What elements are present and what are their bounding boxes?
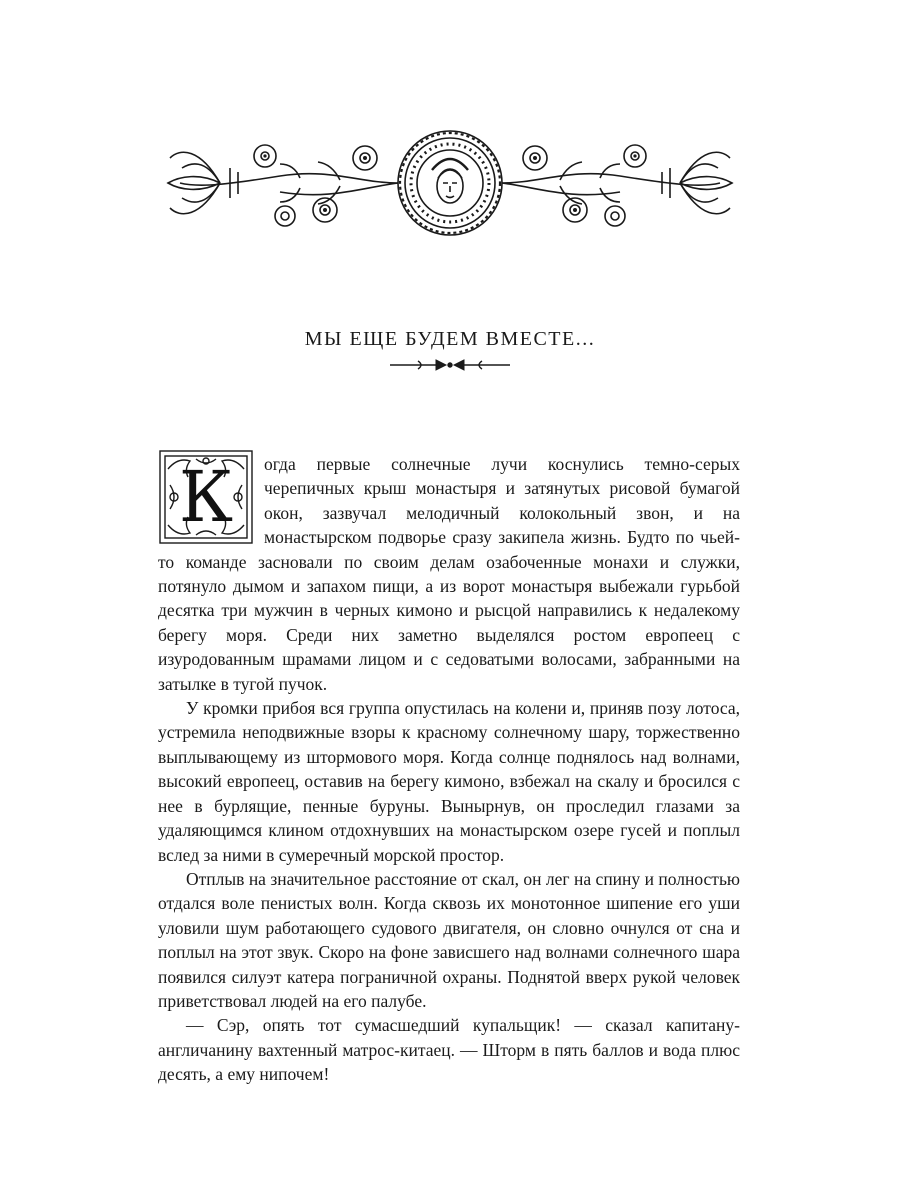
paragraph-text: огда первые солнечные лучи коснулись темно-серых черепичных крыш монастыря и затянутых рисовой бумагой окон, зазвучал мелодичный колокольный звон, и на монастырском подворье сразу закипела жизнь. Будто по чьей-то команде засновали по своим делам озабоченные монахи и служки, потянуло дымом и запахом пищи, а из ворот монастыря выбежали гурьбой десятка три мужчин в черных кимоно и рысцой направились к недалекому берегу моря. Среди них заметно выделялся ростом европеец с изуродованным шрамами лицом и с седоватыми волосами, забранными на затылке в тугой пучок. [158, 454, 740, 694]
dropcap-letter: К [178, 456, 234, 538]
paragraph: У кромки прибоя вся группа опустилась на колени и, приняв позу лотоса, устремила неподвижные взоры к красному солнечному шару, торжественно выплывающему из штормового моря. Когда солнце поднялось над волнами, высокий европеец, оставив на берегу кимоно, взбежал на скалу и бросился с нее в бурлящие, пенные буруны. Вынырнув, он проследил глазами за удаляющимся клином отдохнувших на монастырском озере гусей и поплыл вслед за ними в сумеречный морской простор. [158, 698, 740, 865]
title-flourish [388, 356, 512, 374]
ornament-headpiece [160, 128, 740, 238]
paragraph [158, 452, 740, 696]
dropcap [158, 449, 254, 545]
paragraph: Отплыв на значительное расстояние от скал, он лег на спину и полностью отдался воле пенистых волн. Когда сквозь их монотонное шипение его уши уловили шум работающего судового двигателя, он словно очнулся от сна и поплыл на этот звук. Скоро на фоне зависшего над волнами солнечного шара появился силуэт катера пограничной охраны. Поднятой вверх рукой человек приветствовал людей на его палубе. [158, 868, 740, 1011]
chapter-title: МЫ ЕЩЕ БУДЕМ ВМЕСТЕ... [304, 328, 596, 350]
chapter-body [158, 452, 740, 1087]
paragraph: — Сэр, опять тот сумасшедший купальщик! — сказал капитану-англичанину вахтенный матрос-китаец. — Шторм в пять баллов и вода плюс десять, а ему нипочем! [158, 1015, 740, 1085]
